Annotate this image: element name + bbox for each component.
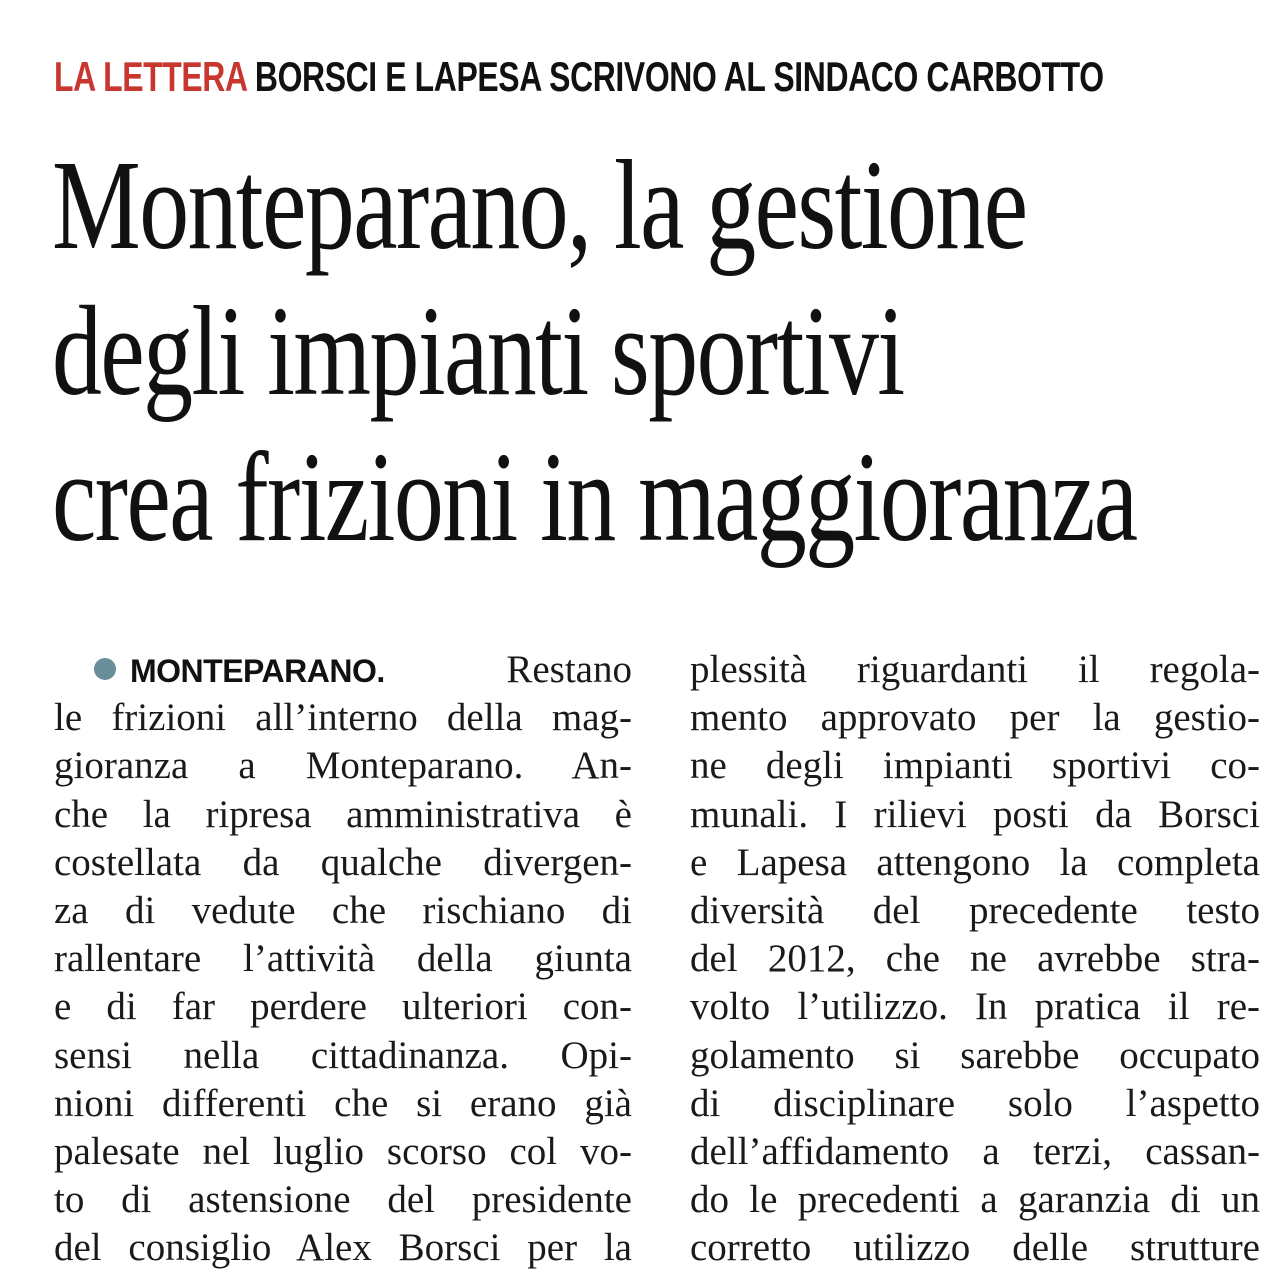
text-line: del 2012, che ne avrebbe stra- [690,937,1260,981]
dot-icon [94,658,116,680]
text-line: le frizioni all’interno della mag- [54,696,632,740]
text-line: gioranza a Monteparano. An- [54,744,632,788]
text-line: di disciplinare solo l’aspetto [690,1081,1260,1125]
article-column-right [690,646,1260,1272]
text-line: del consiglio Alex Borsci per la [54,1226,632,1270]
text-line: e di far perdere ulteriori con- [54,985,632,1029]
text-line: dell’affidamento a terzi, cassan- [690,1129,1260,1173]
text-line: plessità riguardanti il regola- [690,648,1260,691]
text-line: che la ripresa amministrativa è [54,792,632,836]
text-line: costellata da qualche divergen- [54,840,632,884]
text-line: volto l’utilizzo. In pratica il re- [690,985,1260,1029]
kicker-label: LA LETTERA [54,53,247,100]
dateline: MONTEPARANO. [130,653,385,689]
text-line: mento approvato per la gestio- [690,696,1260,740]
headline-line: degli impianti sportivi [52,280,904,422]
text-line: ne degli impianti sportivi co- [690,744,1260,788]
text-line: to di astensione del presidente [54,1178,632,1222]
text-line: diversità del precedente testo [690,888,1260,932]
text-line: e Lapesa attengono la completa [690,840,1260,884]
text-line: nioni differenti che si erano già [54,1081,632,1125]
kicker [54,52,1104,102]
text-line: rallentare l’attività della giunta [54,937,632,981]
text-line: za di vedute che rischiano di [54,888,632,932]
kicker-topic: BORSCI E LAPESA SCRIVONO AL SINDACO CARBOTTO [254,53,1104,100]
text-line: sensi nella cittadinanza. Opi- [54,1033,632,1077]
headline [52,132,1280,570]
headline-line: Monteparano, la gestione [52,134,1027,276]
text-line: corretto utilizzo delle strutture [690,1226,1260,1270]
text-line: do le precedenti a garanzia di un [690,1178,1260,1222]
text-line: palesate nel luglio scorso col vo- [54,1129,632,1173]
text-line [54,646,632,694]
text-line: golamento si sarebbe occupato [690,1033,1260,1077]
article-column-left [54,646,632,1272]
text-line: munali. I rilievi posti da Borsci [690,792,1260,836]
headline-line: crea frizioni in maggioranza [52,426,1137,568]
text-line-content: Restano [506,648,632,691]
